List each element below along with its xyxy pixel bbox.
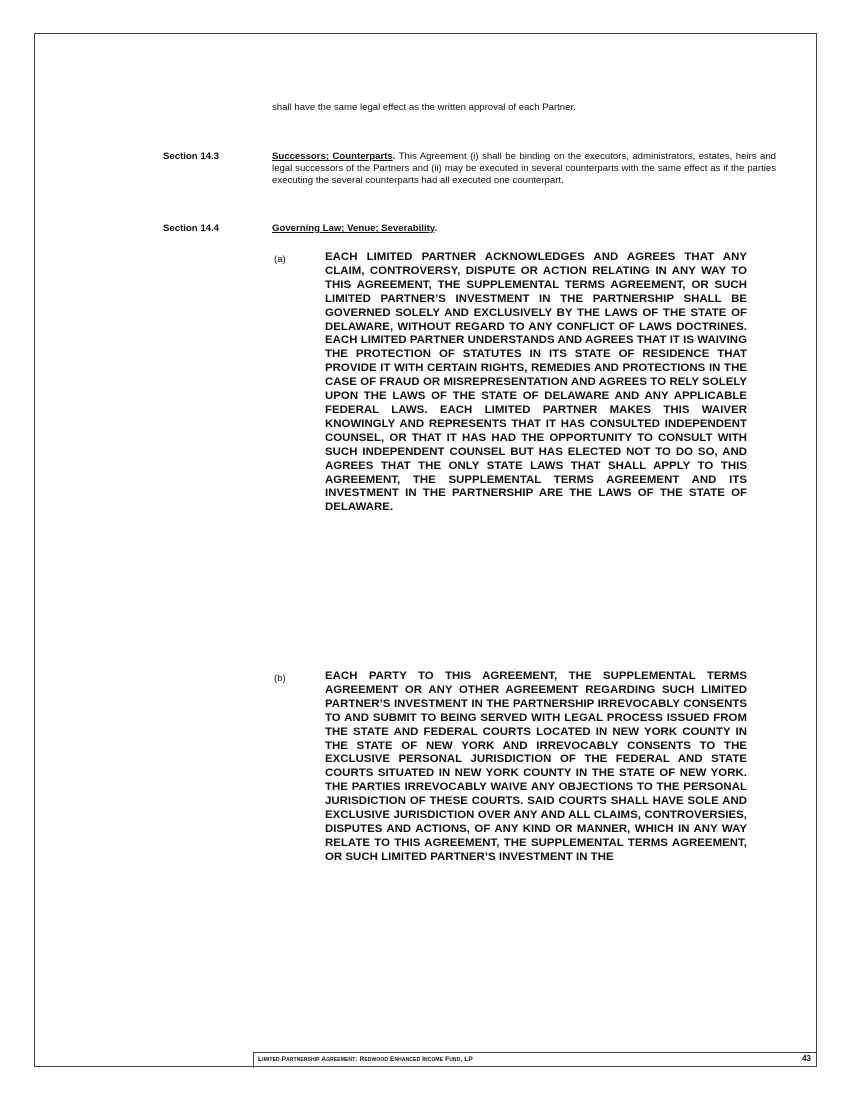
footer-title: Limited Partnership Agreement: Redwood Enhanced Income Fund, LP <box>258 1056 473 1063</box>
clause-a-label: (a) <box>274 254 286 265</box>
section-14-3-body <box>272 151 776 187</box>
page-number: 43 <box>802 1054 811 1063</box>
section-14-3-label: Section 14.3 <box>163 151 219 162</box>
section-14-3-text: This Agreement (i) shall be binding on the executors, administrators, estates, heirs and legal successors of the Partners and (ii) may be executed in several counterparts with the same effect as if the parties executing the several counterparts had all executed one counterpart. <box>272 151 776 186</box>
clause-b-label: (b) <box>274 673 286 684</box>
section-14-4-label: Section 14.4 <box>163 223 219 234</box>
section-14-3-title-suffix: . <box>392 151 396 162</box>
page-frame <box>34 33 817 1067</box>
clause-a-text: EACH LIMITED PARTNER ACKNOWLEDGES AND AGREES THAT ANY CLAIM, CONTROVERSY, DISPUTE OR ACTION RELATING IN ANY WAY TO THIS AGREEMENT, THE SUPPLEMENTAL TERMS AGREEMENT, OR SUCH LIMITED PARTNER’S INVESTMENT IN THE PARTNERSHIP SHALL BE GOVERNED SOLELY AND EXCLUSIVELY BY THE LAWS OF THE STATE OF DELAWARE, WITHOUT REGARD TO ANY CONFLICT OF LAWS DOCTRINES. EACH LIMITED PARTNER UNDERSTANDS AND AGREES THAT IT IS WAIVING THE PROTECTION OF STATUTES IN ITS STATE OF RESIDENCE THAT PROVIDE IT WITH CERTAIN RIGHTS, REMEDIES AND PROTECTIONS IN THE CASE OF FRAUD OR MISREPRESENTATION AND AGREES TO RELY SOLELY UPON THE LAWS OF THE STATE OF DELAWARE AND ANY APPLICABLE FEDERAL LAWS. EACH LIMITED PARTNER MAKES THIS WAIVER KNOWINGLY AND REPRESENTS THAT IT HAS CONSULTED INDEPENDENT COUNSEL, OR THAT IT HAS HAD THE OPPORTUNITY TO CONSULT WITH SUCH INDEPENDENT COUNSEL BUT HAS ELECTED NOT TO DO SO, AND AGREES THAT THE ONLY STATE LAWS THAT SHALL APPLY TO THIS AGREEMENT, THE SUPPLEMENTAL TERMS AGREEMENT AND ITS INVESTMENT IN THE PARTNERSHIP ARE THE LAWS OF THE STATE OF DELAWARE. <box>325 251 747 514</box>
clause-b-text: EACH PARTY TO THIS AGREEMENT, THE SUPPLEMENTAL TERMS AGREEMENT OR ANY OTHER AGREEMENT REGARDING SUCH LIMITED PARTNER’S INVESTMENT IN THE PARTNERSHIP IRREVOCABLY CONSENTS TO AND SUBMIT TO BEING SERVED WITH LEGAL PROCESS ISSUED FROM THE STATE AND FEDERAL COURTS LOCATED IN NEW YORK COUNTY IN THE STATE OF NEW YORK AND IRREVOCABLY CONSENTS TO THE EXCLUSIVE PERSONAL JURISDICTION OF THE FEDERAL AND STATE COURTS SITUATED IN NEW YORK COUNTY IN THE STATE OF NEW YORK. THE PARTIES IRREVOCABLY WAIVE ANY OBJECTIONS TO THE PERSONAL JURISDICTION OF THESE COURTS. SAID COURTS SHALL HAVE SOLE AND EXCLUSIVE JURISDICTION OVER ANY AND ALL CLAIMS, CONTROVERSIES, DISPUTES AND ACTIONS, OF ANY KIND OR MANNER, WHICH IN ANY WAY RELATE TO THIS AGREEMENT, THE SUPPLEMENTAL TERMS AGREEMENT, OR SUCH LIMITED PARTNER’S INVESTMENT IN THE <box>325 670 747 863</box>
section-14-4-title-suffix: . <box>434 223 438 234</box>
intro-line: shall have the same legal effect as the written approval of each Partner. <box>272 102 576 113</box>
section-14-3-title: Successors; Counterparts <box>272 151 393 162</box>
section-14-4-heading <box>272 223 776 235</box>
section-14-4-title: Governing Law; Venue; Severability <box>272 223 435 234</box>
